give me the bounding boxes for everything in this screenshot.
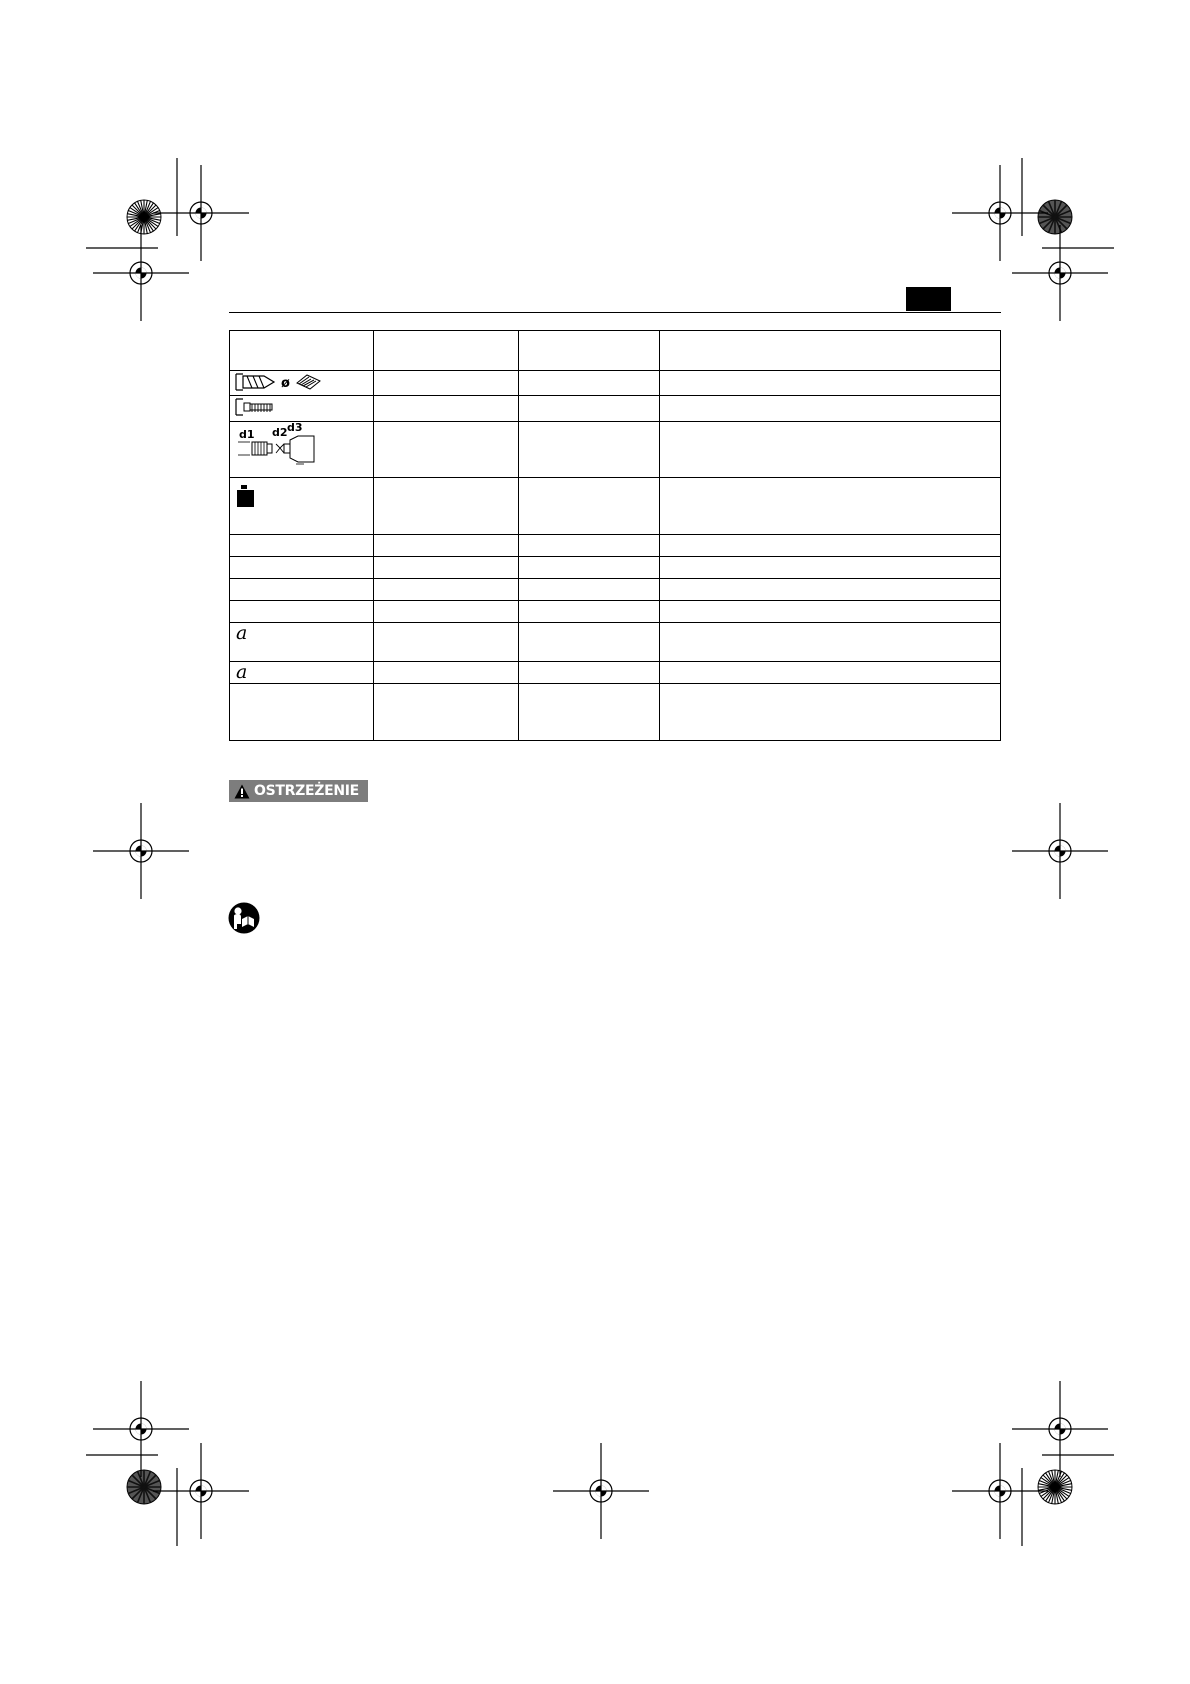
table-cell: [374, 684, 519, 741]
table-cell: [660, 535, 1001, 557]
table-cell: [230, 331, 374, 371]
table-cell: [519, 422, 660, 478]
table-cell: [660, 579, 1001, 601]
table-cell: [374, 478, 519, 535]
table-cell: [660, 684, 1001, 741]
table-row: [230, 371, 1001, 396]
warning-badge: [229, 780, 368, 802]
table-row: [230, 601, 1001, 623]
drill-bit-diameter-wood-icon: [234, 371, 322, 393]
table-cell: [519, 623, 660, 662]
table-row: [230, 535, 1001, 557]
table-cell: [660, 331, 1001, 371]
vibration-symbol: a: [236, 661, 248, 683]
table-cell: [519, 684, 660, 741]
table-row: [230, 579, 1001, 601]
table-cell: [660, 422, 1001, 478]
warning-triangle-icon: [234, 784, 250, 799]
table-cell: [374, 331, 519, 371]
vibration-symbol: a: [236, 622, 248, 644]
chuck-d1-d2-d3-icon: [234, 422, 330, 470]
table-cell: [374, 557, 519, 579]
header-rule: [229, 312, 1001, 313]
table-cell: [230, 478, 374, 535]
table-row: [230, 662, 1001, 684]
table-cell: [230, 396, 374, 422]
table-cell: [519, 662, 660, 684]
table-cell: [660, 478, 1001, 535]
table-cell: [230, 579, 374, 601]
table-cell: [519, 579, 660, 601]
table-cell: [230, 371, 374, 396]
svg-text:ø: ø: [281, 376, 290, 391]
table-cell: [374, 662, 519, 684]
table-row: [230, 331, 1001, 371]
spec-table: [229, 330, 1001, 741]
table-cell: [230, 535, 374, 557]
table-cell: [519, 535, 660, 557]
table-cell: [374, 535, 519, 557]
table-cell: [374, 579, 519, 601]
table-cell: [230, 662, 374, 684]
table-cell: [660, 371, 1001, 396]
table-row: [230, 478, 1001, 535]
table-cell: [519, 396, 660, 422]
table-cell: [519, 478, 660, 535]
weight-icon: [234, 482, 260, 510]
table-cell: [374, 422, 519, 478]
table-cell: [374, 601, 519, 623]
table-row: [230, 684, 1001, 741]
table-cell: [519, 557, 660, 579]
d1-label: d1: [239, 428, 255, 441]
table-row: [230, 422, 1001, 478]
table-cell: [230, 422, 374, 478]
table-cell: [660, 623, 1001, 662]
table-cell: [230, 623, 374, 662]
warning-label: OSTRZEŻENIE: [254, 783, 359, 799]
read-manual-icon: [228, 902, 260, 934]
table-cell: [660, 662, 1001, 684]
screw-icon: [234, 396, 279, 418]
table-cell: [230, 601, 374, 623]
table-cell: [519, 331, 660, 371]
table-cell: [230, 684, 374, 741]
table-cell: [374, 396, 519, 422]
language-tab: [906, 287, 951, 311]
d3-label: d3: [287, 422, 303, 434]
table-cell: [660, 396, 1001, 422]
table-cell: [519, 371, 660, 396]
table-row: [230, 623, 1001, 662]
d2-label: d2: [272, 426, 288, 439]
table-cell: [660, 601, 1001, 623]
table-cell: [519, 601, 660, 623]
table-row: [230, 396, 1001, 422]
table-cell: [230, 557, 374, 579]
table-cell: [374, 371, 519, 396]
table-cell: [374, 623, 519, 662]
table-cell: [660, 557, 1001, 579]
table-row: [230, 557, 1001, 579]
